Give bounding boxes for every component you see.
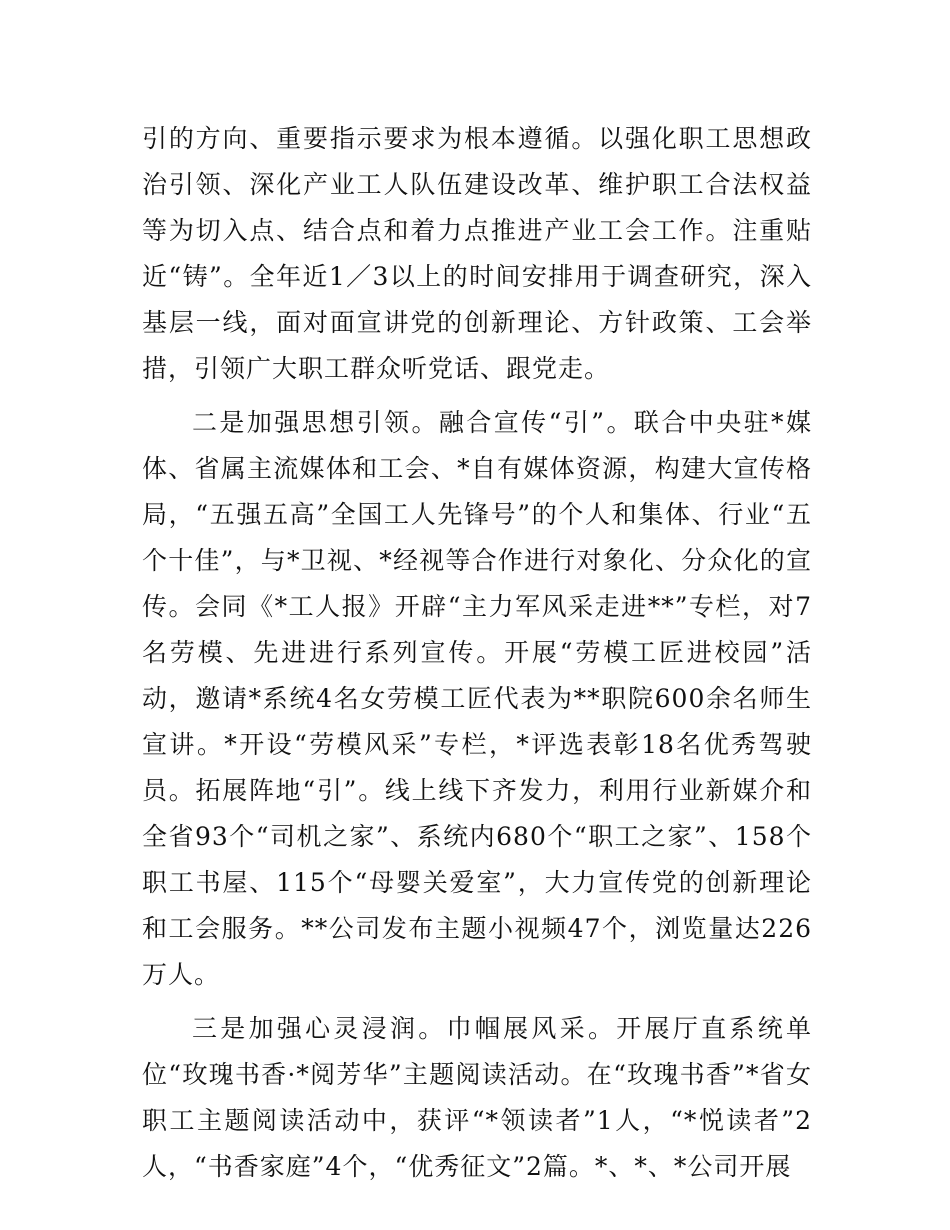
paragraph-2: 二是加强思想引领。融合宣传“引”。联合中央驻*媒体、省属主流媒体和工会、*自有媒体资源，构建大宣传格局，“五强五高”全国工人先锋号”的个人和集体、行业“五个十佳”，与*卫视、*经视等合作进行对象化、分众化的宣传。会同《*工人报》开辟“主力军风采走进**”专栏，对7名劳模、先进进行系列宣传。开展“劳模工匠进校园”活动，邀请*系统4名女劳模工匠代表为**职院600余名师生宣讲。*开设“劳模风采”专栏，*评选表彰18名优秀驾驶员。拓展阵地“引”。线上线下齐发力，利用行业新媒介和全省93个“司机之家”、系统内680个“职工之家”、158个职工书屋、115个“母婴关爱室”，大力宣传党的创新理论和工会服务。**公司发布主题小视频47个，浏览量达226万人。: [142, 408, 812, 989]
document-page: [142, 116, 812, 1198]
paragraph-1: 引的方向、重要指示要求为根本遵循。以强化职工思想政治引领、深化产业工人队伍建设改革、维护职工合法权益等为切入点、结合点和着力点推进产业工会工作。注重贴近“铸”。全年近1／3以上的时间安排用于调查研究，深入基层一线，面对面宣讲党的创新理论、方针政策、工会举措，引领广大职工群众听党话、跟党走。: [142, 124, 812, 383]
paragraph-3: 三是加强心灵浸润。巾帼展风采。开展厅直系统单位“玫瑰书香·*阅芳华”主题阅读活动。在“玫瑰书香”*省女职工主题阅读活动中，获评“*领读者”1人，“*悦读者”2人，“书香家庭”4个，“优秀征文”2篇。*、*、*公司开展: [142, 1014, 812, 1181]
